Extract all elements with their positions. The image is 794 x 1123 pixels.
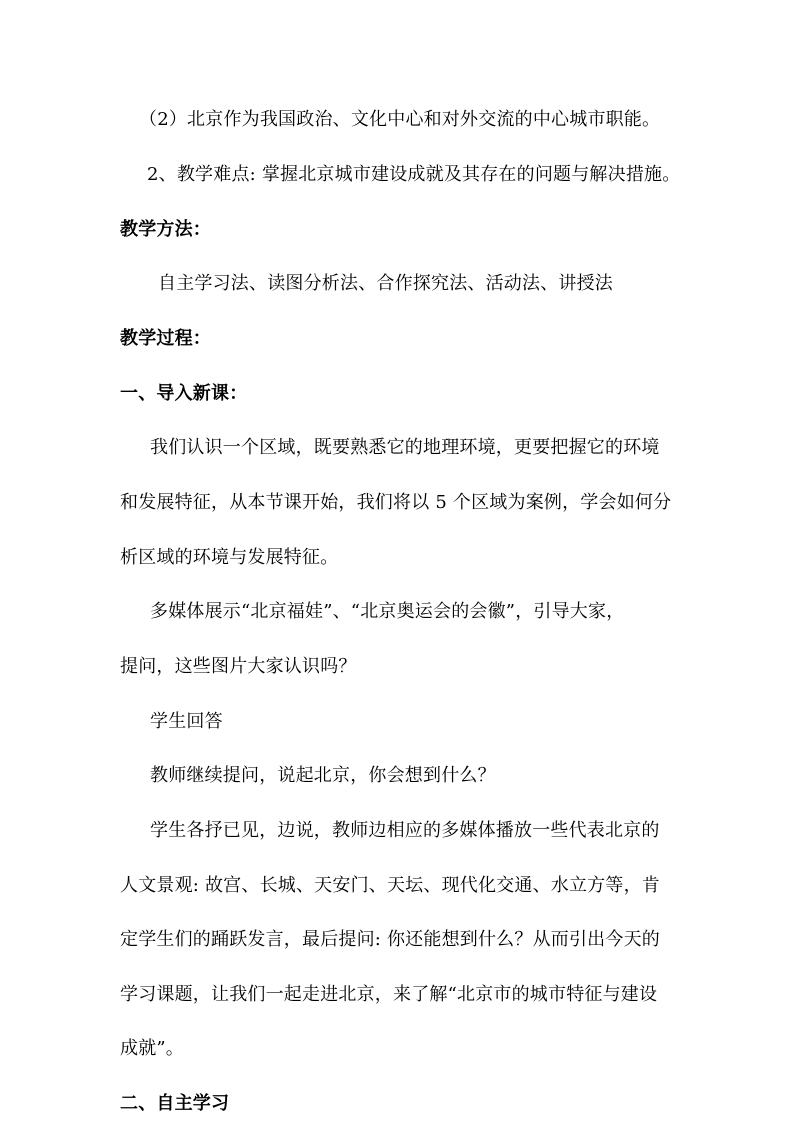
student-answer-line: 学生回答 [150, 711, 223, 732]
discussion-paragraph-line-2: 人文景观: 故宫、长城、天安门、天坛、现代化交通、水立方等，肯 [120, 875, 660, 896]
teaching-methods-list: 自主学习法、读图分析法、合作探究法、活动法、讲授法 [158, 273, 613, 294]
intro-paragraph-line-2: 和发展特征，从本节课开始，我们将以 5 个区域为案例，学会如何分 [120, 492, 672, 513]
focus-point-2-line: （2）北京作为我国政治、文化中心和对外交流的中心城市职能。 [139, 109, 661, 130]
teaching-process-heading: 教学过程： [120, 328, 211, 349]
multimedia-paragraph-line-1: 多媒体展示“北京福娃”、“北京奥运会的会徽”，引导大家， [150, 601, 625, 622]
intro-paragraph-line-3: 析区域的环境与发展特征。 [120, 547, 339, 568]
section-two-heading: 二、自主学习 [120, 1093, 230, 1114]
discussion-paragraph-line-5: 成就”。 [120, 1038, 185, 1059]
section-one-heading: 一、导入新课： [120, 383, 248, 404]
teaching-difficulty-line: 2、教学难点: 掌握北京城市建设成就及其存在的问题与解决措施。 [147, 164, 681, 185]
teaching-methods-heading: 教学方法： [120, 219, 211, 240]
discussion-paragraph-line-1: 学生各抒已见，边说，教师边相应的多媒体播放一些代表北京的 [150, 820, 660, 841]
discussion-paragraph-line-3: 定学生们的踊跃发言，最后提问: 你还能想到什么？从而引出今天的 [120, 929, 660, 950]
discussion-paragraph-line-4: 学习课题，让我们一起走进北京，来了解“北京市的城市特征与建设 [120, 984, 658, 1005]
intro-paragraph-line-1: 我们认识一个区域，既要熟悉它的地理环境，更要把握它的环境 [150, 437, 660, 458]
teacher-question-line: 教师继续提问，说起北京，你会想到什么？ [150, 765, 496, 786]
multimedia-paragraph-line-2: 提问，这些图片大家认识吗？ [120, 656, 357, 677]
